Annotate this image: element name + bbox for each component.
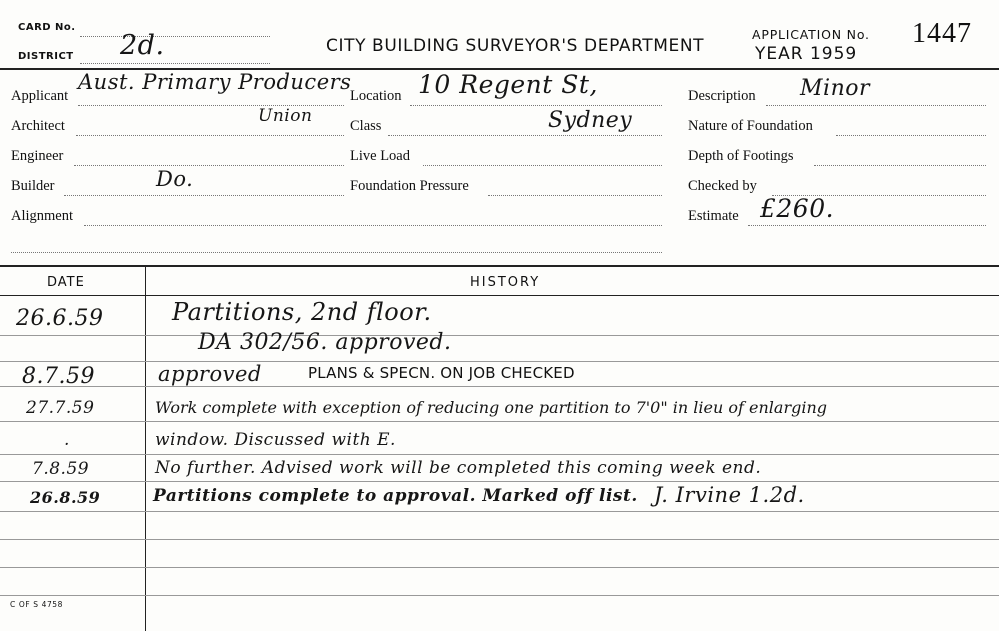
ruled-line [0, 421, 999, 422]
alignment-line [84, 225, 662, 226]
history-header: HISTORY [470, 275, 541, 290]
class-line [388, 135, 662, 136]
estimate-label: Estimate [688, 208, 739, 224]
ruled-line [0, 454, 999, 455]
history-date: . [64, 430, 70, 450]
signature-initials: J. Irvine 1.2d. [654, 483, 805, 507]
description-line [766, 105, 986, 106]
form-code: C OF S 4758 [10, 600, 64, 609]
engineer-line [74, 165, 344, 166]
card-no-line [80, 36, 270, 37]
live-load-line [423, 165, 662, 166]
application-label: APPLICATION No. [752, 27, 870, 42]
nature-line [836, 135, 986, 136]
history-entry: Work complete with exception of reducing one partition to 7'0" in lieu of enlarging [155, 398, 827, 417]
ruled-line [0, 386, 999, 387]
builder-label: Builder [11, 178, 55, 194]
history-date: 26.8.59 [30, 488, 101, 507]
history-entry: Partitions complete to approval. Marked off list. [153, 486, 638, 506]
year-label: YEAR 1959 [755, 44, 858, 64]
district-line [80, 63, 270, 64]
history-entry: window. Discussed with E. [155, 430, 396, 450]
district-value: 2d. [120, 30, 165, 61]
history-top-rule [0, 265, 999, 267]
alignment-label: Alignment [11, 208, 74, 224]
estimate-value: £260. [760, 194, 835, 223]
description-value: Minor [800, 76, 870, 101]
history-date: 26.6.59 [16, 306, 104, 331]
nature-of-foundation-label: Nature of Foundation [688, 118, 813, 134]
architect-label: Architect [11, 118, 65, 134]
history-date: 27.7.59 [26, 398, 95, 418]
applicant-value-2: Union [258, 106, 313, 126]
location-value: 10 Regent St, [418, 70, 598, 99]
ruled-line [0, 567, 999, 568]
ruled-line [0, 539, 999, 540]
ruled-line [0, 481, 999, 482]
application-number: 1447 [912, 18, 972, 49]
ruled-line [0, 511, 999, 512]
class-label: Class [350, 118, 382, 134]
live-load-label: Live Load [350, 148, 410, 164]
builder-line [64, 195, 344, 196]
applicant-label: Applicant [11, 88, 69, 104]
estimate-line [748, 225, 986, 226]
applicant-value: Aust. Primary Producers [78, 70, 352, 94]
history-entry: approved [158, 362, 262, 386]
stamp-plans-checked: PLANS & SPECN. ON JOB CHECKED [308, 364, 575, 382]
architect-line [76, 135, 344, 136]
class-value: Sydney [548, 108, 633, 133]
ruled-line [0, 335, 999, 336]
location-line [410, 105, 662, 106]
history-entry: Partitions, 2nd floor. [172, 298, 432, 326]
foundation-pressure-line [488, 195, 662, 196]
date-column-divider [145, 266, 146, 631]
history-entry: DA 302/56. approved. [198, 330, 452, 355]
builder-value: Do. [156, 167, 194, 191]
engineer-label: Engineer [11, 148, 64, 164]
location-label: Location [350, 88, 402, 104]
ruled-line [0, 361, 999, 362]
history-entry: No further. Advised work will be completed this coming week end. [155, 458, 762, 478]
history-date: 8.7.59 [22, 364, 95, 389]
department-title: CITY BUILDING SURVEYOR'S DEPARTMENT [326, 36, 705, 56]
card-no-label: CARD No. [18, 22, 76, 33]
history-date: 7.8.59 [32, 459, 90, 479]
date-header: DATE [47, 275, 85, 290]
checked-by-label: Checked by [688, 178, 757, 194]
description-label: Description [688, 88, 756, 104]
depth-line [814, 165, 986, 166]
ruled-line [0, 595, 999, 596]
foundation-pressure-label: Foundation Pressure [350, 178, 469, 194]
history-header-rule [0, 295, 999, 296]
depth-of-footings-label: Depth of Footings [688, 148, 794, 164]
district-label: DISTRICT [18, 51, 74, 62]
alignment-line-2 [11, 252, 662, 253]
